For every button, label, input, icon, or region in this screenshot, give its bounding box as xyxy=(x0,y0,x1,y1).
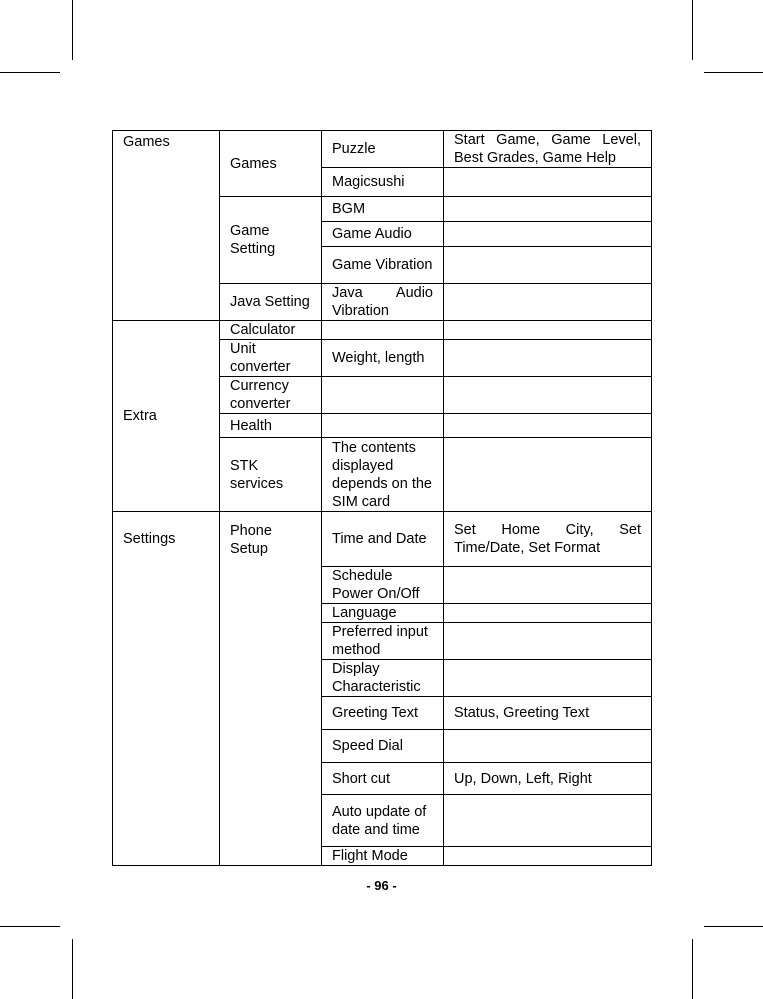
menu-item: Auto update of date and time xyxy=(322,795,444,847)
submenu-games: Games xyxy=(220,131,322,197)
menu-item xyxy=(322,321,444,340)
submenu-stk-services: STK services xyxy=(220,438,322,512)
crop-mark xyxy=(704,926,763,927)
menu-item xyxy=(322,414,444,438)
crop-mark xyxy=(72,939,73,999)
menu-options xyxy=(444,340,652,377)
page-number: - 96 - xyxy=(366,878,397,893)
menu-item: Schedule Power On/Off xyxy=(322,567,444,604)
menu-item xyxy=(322,377,444,414)
menu-item: Weight, length xyxy=(322,340,444,377)
menu-item: Puzzle xyxy=(322,131,444,168)
table-row xyxy=(113,512,652,567)
menu-options: Start Game, Game Level, Best Grades, Game Help xyxy=(444,131,652,168)
submenu-calculator: Calculator xyxy=(220,321,322,340)
menu-item: BGM xyxy=(322,197,444,222)
menu-item: Preferred input method xyxy=(322,623,444,660)
menu-item: Game Audio xyxy=(322,222,444,247)
crop-mark xyxy=(692,939,693,999)
submenu-unit-converter: Unit converter xyxy=(220,340,322,377)
menu-options xyxy=(444,623,652,660)
menu-item: Magicsushi xyxy=(322,168,444,197)
crop-mark xyxy=(0,72,60,73)
submenu-phone-setup: Phone Setup xyxy=(220,512,322,866)
menu-options xyxy=(444,222,652,247)
menu-item: Short cut xyxy=(322,763,444,795)
menu-options xyxy=(444,660,652,697)
crop-mark xyxy=(0,926,60,927)
menu-item: Language xyxy=(322,604,444,623)
menu-options xyxy=(444,567,652,604)
menu-options: Set Home City, Set Time/Date, Set Format xyxy=(444,512,652,567)
table-row xyxy=(113,131,652,168)
menu-options xyxy=(444,438,652,512)
menu-options xyxy=(444,377,652,414)
menu-options: Up, Down, Left, Right xyxy=(444,763,652,795)
menu-options: Status, Greeting Text xyxy=(444,697,652,730)
menu-item: Speed Dial xyxy=(322,730,444,763)
category-settings: Settings xyxy=(113,512,220,866)
menu-options xyxy=(444,604,652,623)
submenu-java-setting: Java Setting xyxy=(220,284,322,321)
menu-item: Flight Mode xyxy=(322,847,444,866)
menu-table xyxy=(112,130,652,866)
crop-mark xyxy=(72,0,73,60)
menu-item: Game Vibration xyxy=(322,247,444,284)
menu-item: The contents displayed depends on the SIM card xyxy=(322,438,444,512)
menu-options xyxy=(444,795,652,847)
menu-options xyxy=(444,847,652,866)
menu-item: Time and Date xyxy=(322,512,444,567)
menu-options xyxy=(444,284,652,321)
category-extra: Extra xyxy=(113,321,220,512)
menu-options xyxy=(444,197,652,222)
crop-mark xyxy=(704,72,763,73)
menu-item: Display Characteristic xyxy=(322,660,444,697)
menu-item: Greeting Text xyxy=(322,697,444,730)
table-row xyxy=(113,321,652,340)
category-games: Games xyxy=(113,131,220,321)
menu-item: Java Audio Vibration xyxy=(322,284,444,321)
menu-options xyxy=(444,168,652,197)
crop-mark xyxy=(692,0,693,60)
submenu-game-setting: Game Setting xyxy=(220,197,322,284)
menu-options xyxy=(444,321,652,340)
menu-options xyxy=(444,414,652,438)
menu-options xyxy=(444,730,652,763)
submenu-currency-converter: Currency converter xyxy=(220,377,322,414)
submenu-health: Health xyxy=(220,414,322,438)
menu-options xyxy=(444,247,652,284)
